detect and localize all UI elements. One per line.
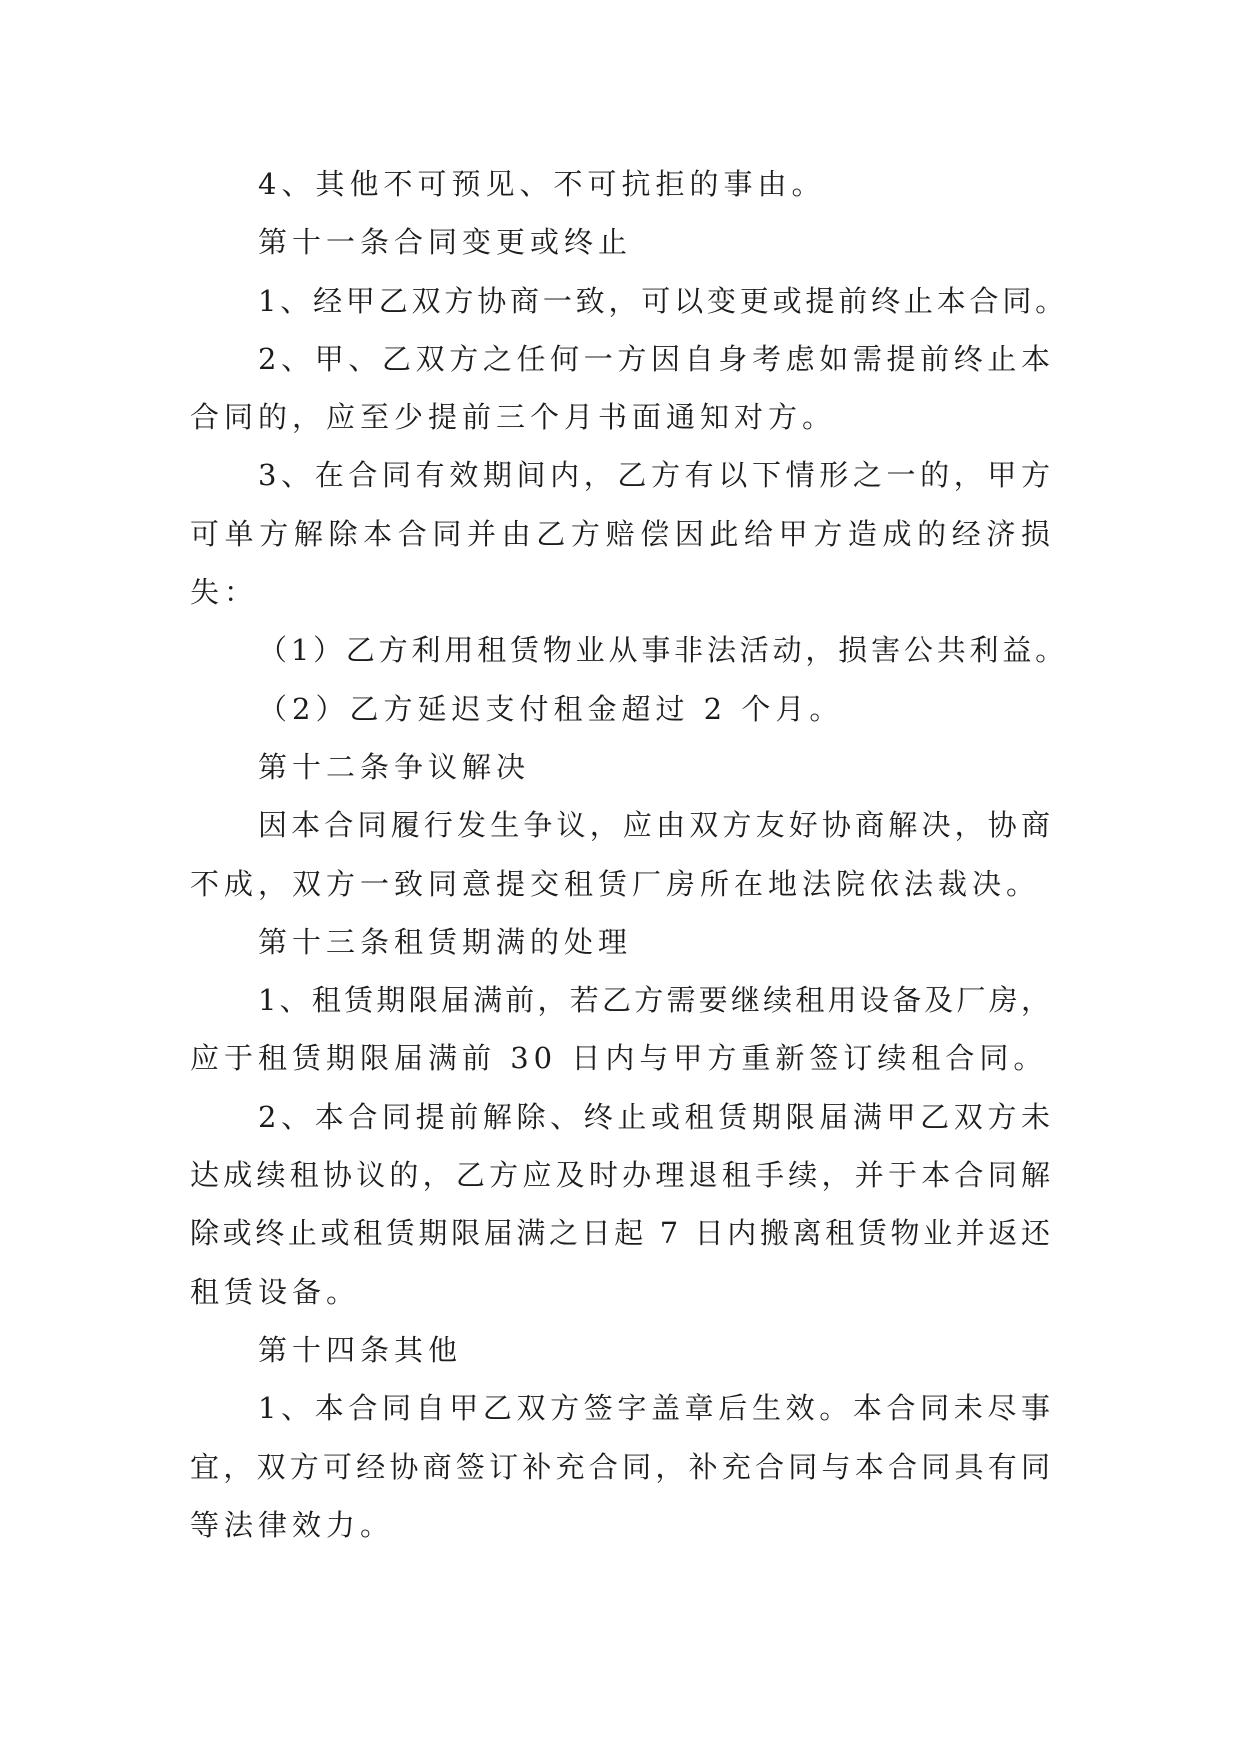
clause-paragraph <box>190 796 1055 913</box>
line-text: 等法律效力。 <box>190 1507 395 1542</box>
paragraph-line <box>258 1321 1050 1379</box>
document-body <box>190 155 1068 1554</box>
line-text: 宜，双方可经协商签订补充合同，补充合同与本合同具有同 <box>190 1449 1055 1484</box>
clause-item <box>190 446 1056 621</box>
clause-item <box>190 155 1050 213</box>
line-text: 2、甲、乙双方之任何一方因自身考虑如需提前终止本 <box>258 341 1055 376</box>
line-text: 不成，双方一致同意提交租赁厂房所在地法院依法裁决。 <box>190 866 1041 901</box>
sub-clause-item <box>190 621 1068 679</box>
paragraph-line <box>258 621 1068 679</box>
clause-item <box>190 330 1055 447</box>
paragraph-line <box>258 272 1068 330</box>
line-text: 1、本合同自甲乙双方签字盖章后生效。本合同未尽事 <box>258 1391 1055 1426</box>
line-text: 应于租赁期限届满前 30 日内与甲方重新签订续租合同。 <box>190 1041 1048 1076</box>
paragraph-line <box>258 330 1055 388</box>
section-heading <box>190 1321 1050 1379</box>
paragraph-line <box>190 1204 1054 1262</box>
line-text: （2）乙方延迟支付租金超过 2 个月。 <box>258 691 844 726</box>
line-text: 第十三条租赁期满的处理 <box>258 924 633 959</box>
clause-item <box>190 1379 1055 1554</box>
section-heading <box>190 913 1050 971</box>
line-text: 除或终止或租赁期限届满之日起 7 日内搬离租赁物业并返还 <box>190 1216 1054 1251</box>
paragraph-line <box>258 1088 1055 1146</box>
paragraph-line <box>190 563 1050 621</box>
paragraph-line <box>258 1379 1055 1437</box>
line-text: 3、在合同有效期间内，乙方有以下情形之一的，甲方 <box>258 458 1055 493</box>
line-text: 合同的，应至少提前三个月书面通知对方。 <box>190 400 837 435</box>
line-text: 失： <box>190 575 259 610</box>
line-text: 1、经甲乙双方协商一致，可以变更或提前终止本合同。 <box>258 283 1068 318</box>
section-heading <box>190 738 1050 796</box>
paragraph-line <box>190 1263 1050 1321</box>
line-text: 因本合同履行发生争议，应由双方友好协商解决，协商 <box>258 808 1055 843</box>
paragraph-line <box>258 913 1050 971</box>
sub-clause-item <box>190 680 1050 738</box>
paragraph-line <box>190 1496 1050 1554</box>
line-text: 2、本合同提前解除、终止或租赁期限届满甲乙双方未 <box>258 1099 1055 1134</box>
paragraph-line <box>258 446 1055 504</box>
clause-item <box>190 971 1054 1088</box>
line-text: 达成续租协议的，乙方应及时办理退租手续，并于本合同解 <box>190 1158 1055 1193</box>
line-text: 第十四条其他 <box>258 1332 463 1367</box>
paragraph-line <box>258 738 1050 796</box>
paragraph-line <box>258 680 1050 738</box>
section-heading <box>190 213 1050 271</box>
paragraph-line <box>190 1029 1050 1087</box>
line-text: 第十一条合同变更或终止 <box>258 225 633 260</box>
paragraph-line <box>258 213 1050 271</box>
paragraph-line <box>258 971 1054 1029</box>
line-text: 可单方解除本合同并由乙方赔偿因此给甲方造成的经济损 <box>190 516 1056 551</box>
line-text: 1、租赁期限届满前，若乙方需要继续租用设备及厂房， <box>258 983 1054 1018</box>
paragraph-line <box>190 1146 1055 1204</box>
paragraph-line <box>258 155 1050 213</box>
line-text: 租赁设备。 <box>190 1274 361 1309</box>
paragraph-line <box>190 855 1050 913</box>
clause-item <box>190 1088 1055 1321</box>
line-text: 4、其他不可预见、不可抗拒的事由。 <box>258 167 826 201</box>
paragraph-line <box>190 505 1056 563</box>
paragraph-line <box>258 796 1055 854</box>
paragraph-line <box>190 388 1050 446</box>
line-text: （1）乙方利用租赁物业从事非法活动，损害公共利益。 <box>258 633 1068 668</box>
paragraph-line <box>190 1438 1055 1496</box>
line-text: 第十二条争议解决 <box>258 749 531 784</box>
clause-item <box>190 272 1068 330</box>
